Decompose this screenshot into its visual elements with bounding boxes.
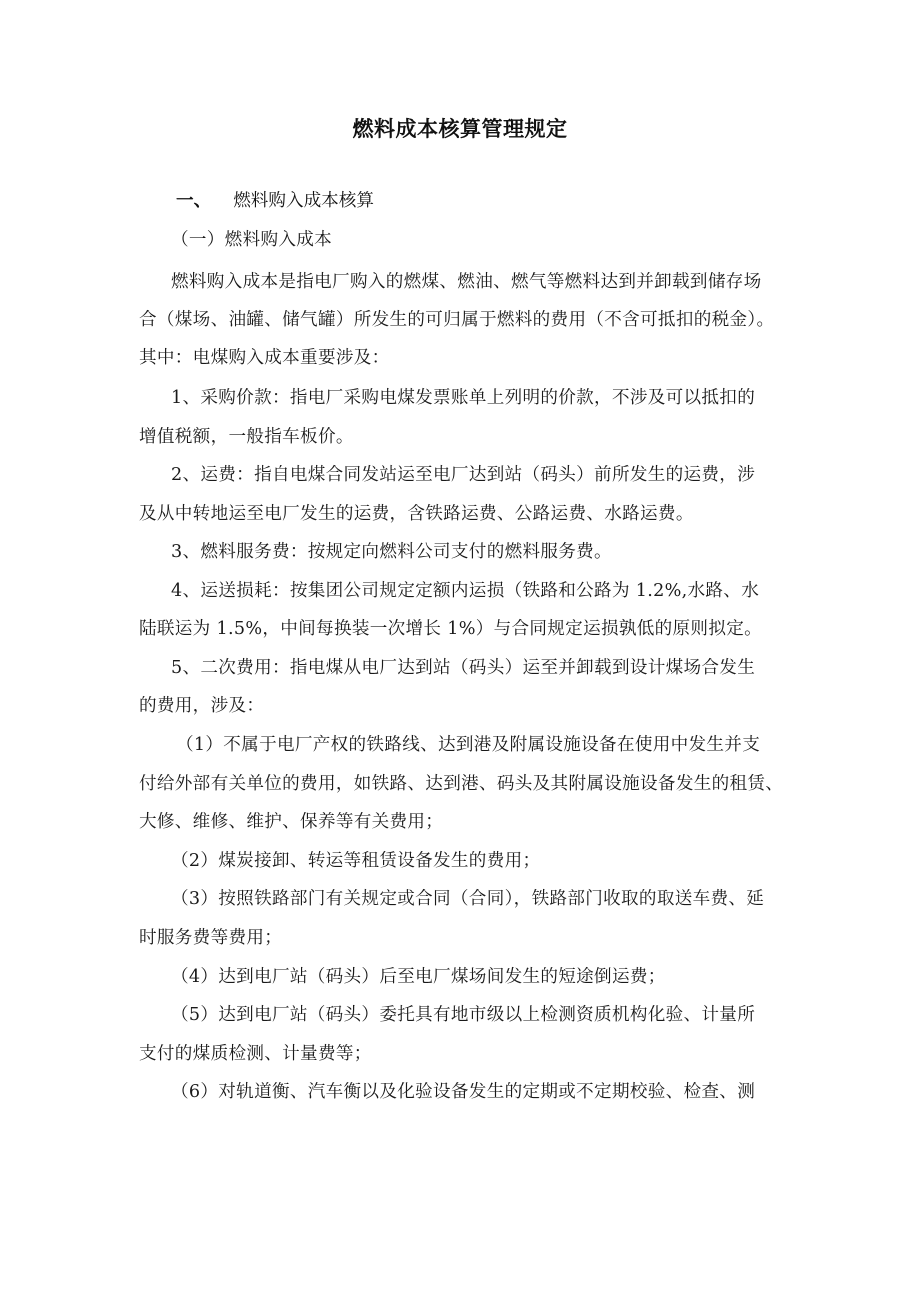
subsection-heading: （一）燃料购入成本 [171,230,333,250]
list-item-1: 1、采购价款：指电厂采购电煤发票账单上列明的价款，不涉及可以抵扣的 [171,388,756,408]
paragraph-line: 时服务费等费用； [139,928,283,948]
list-item-5: 5、二次费用：指电煤从电厂达到站（码头）运至并卸载到设计煤场合发生 [171,658,756,678]
paragraph-line: 的费用，涉及： [139,696,265,716]
section-heading [176,189,374,213]
paragraph-line: 合（煤场、油罐、储气罐）所发生的可归属于燃料的费用（不含可抵扣的税金）。 [139,310,775,330]
paragraph-line: 其中：电煤购入成本重要涉及： [139,348,390,368]
section-heading-text: 燃料购入成本核算 [233,191,374,211]
sub-item-3: （3）按照铁路部门有关规定或合同（合同），铁路部门收取的取送车费、延 [171,889,765,909]
section-number: 一、 [176,191,212,211]
paragraph-line: 及从中转地运至电厂发生的运费，含铁路运费、公路运费、水路运费。 [139,504,694,524]
paragraph-line: 燃料购入成本是指电厂购入的燃煤、燃油、燃气等燃料达到并卸载到储存场 [171,272,762,292]
list-item-4: 4、运送损耗：按集团公司规定定额内运损（铁路和公路为 1.2%,水路、水 [171,581,760,601]
sub-item-4: （4）达到电厂站（码头）后至电厂煤场间发生的短途倒运费； [171,967,666,987]
list-item-2: 2、运费：指自电煤合同发站运至电厂达到站（码头）前所发生的运费，涉 [171,465,756,485]
sub-item-1: （1）不属于电厂产权的铁路线、达到港及附属设施设备在使用中发生并支 [176,735,761,755]
paragraph-line: 付给外部有关单位的费用，如铁路、达到港、码头及其附属设施设备发生的租赁、 [139,774,784,794]
sub-item-6: （6）对轨道衡、汽车衡以及化验设备发生的定期或不定期校验、检查、测 [171,1082,756,1102]
paragraph-line: 增值税额，一般指车板价。 [139,427,354,447]
list-item-3: 3、燃料服务费：按规定向燃料公司支付的燃料服务费。 [171,542,612,562]
document-title: 燃料成本核算管理规定 [352,117,568,141]
sub-item-5: （5）达到电厂站（码头）委托具有地市级以上检测资质机构化验、计量所 [171,1005,756,1025]
paragraph-line: 支付的煤质检测、计量费等； [139,1044,372,1064]
paragraph-line: 陆联运为 1.5%，中间每换装一次增长 1%）与合同规定运损孰低的原则拟定。 [139,619,763,639]
sub-item-2: （2）煤炭接卸、转运等租赁设备发生的费用； [171,851,541,871]
paragraph-line: 大修、维修、维护、保养等有关费用； [139,812,444,832]
